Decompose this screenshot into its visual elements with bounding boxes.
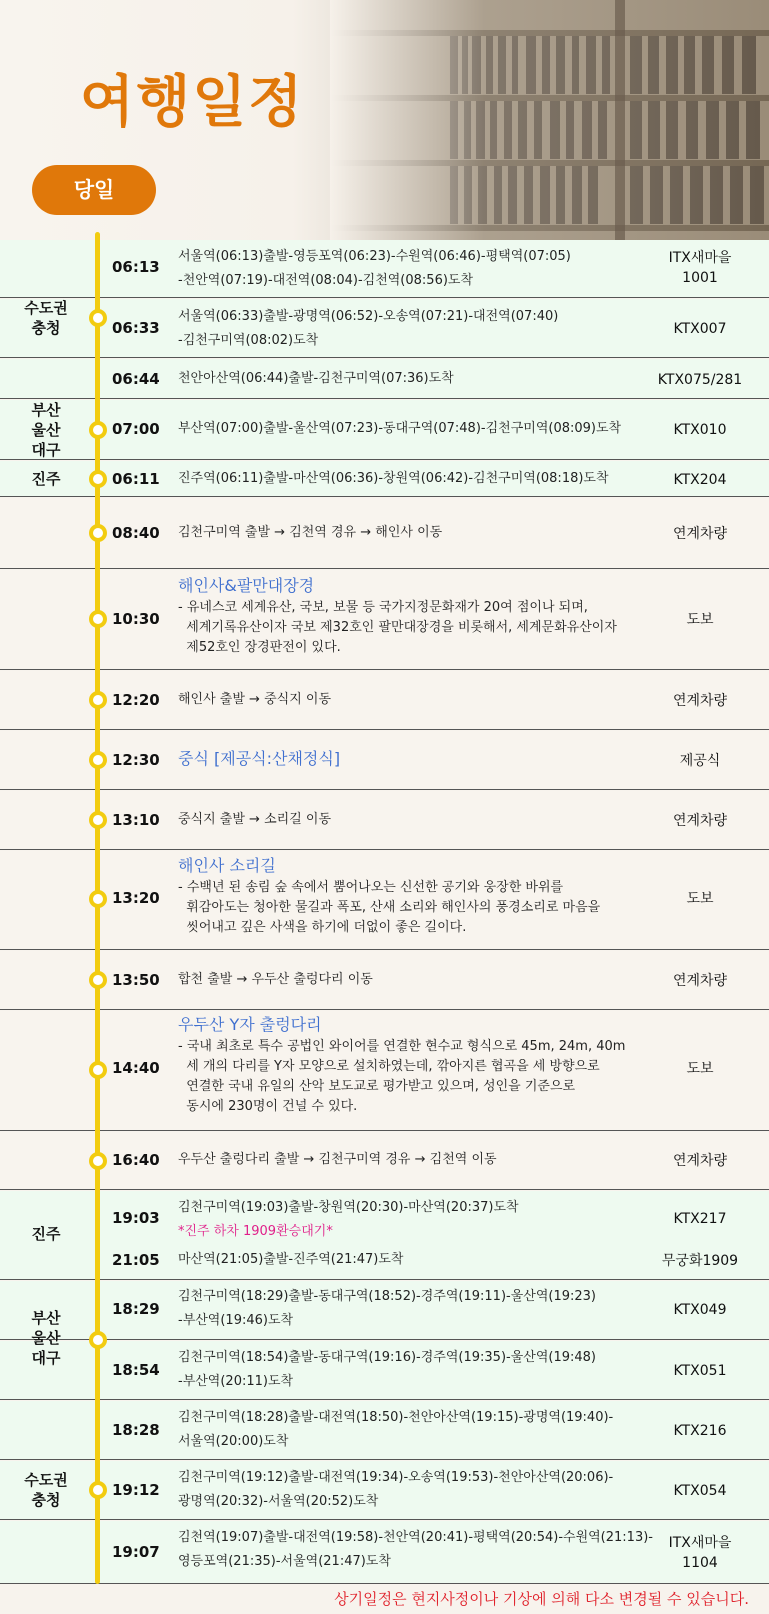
table-row xyxy=(0,461,769,497)
attraction-detail: 휘감아도는 청아한 물길과 폭포, 산새 소리와 해인사의 풍경소리로 마음을 xyxy=(178,900,601,915)
timeline-dot xyxy=(89,524,107,542)
timeline-dot xyxy=(89,309,107,327)
route-line: 우두산 출렁다리 출발 → 김천구미역 경유 → 김천역 이동 xyxy=(178,1152,497,1167)
route-description xyxy=(178,245,648,293)
route-description xyxy=(178,367,648,391)
timeline-dot xyxy=(89,890,107,908)
attraction-description xyxy=(178,854,648,938)
route-line: -천안역(07:19)-대전역(08:04)-김천역(08:56)도착 xyxy=(178,273,474,288)
route-description xyxy=(178,688,648,712)
region-line: 울산 xyxy=(31,421,61,439)
table-row xyxy=(0,671,769,730)
route-description xyxy=(178,1148,648,1172)
region-label xyxy=(0,1470,92,1510)
region-line: 충청 xyxy=(31,319,61,337)
meal-title: 중식 [제공식:산채정식] xyxy=(178,749,341,768)
table-row xyxy=(0,1011,769,1131)
time-label: 16:40 xyxy=(112,1151,160,1169)
time-label: 12:20 xyxy=(112,691,160,709)
region-label: 진주 xyxy=(31,1225,61,1243)
transport-label: KTX204 xyxy=(673,472,727,488)
transport-line: ITX새마을 xyxy=(668,1535,732,1551)
route-description xyxy=(178,1248,648,1272)
route-line: 서울역(06:33)출발-광명역(06:52)-오송역(07:21)-대전역(07:40) xyxy=(178,309,559,324)
region-label xyxy=(0,1308,92,1368)
timeline-dot xyxy=(89,1152,107,1170)
table-row xyxy=(0,1401,769,1460)
transport-label: 무궁화1909 xyxy=(661,1253,739,1269)
table-row xyxy=(0,498,769,569)
route-description xyxy=(178,521,648,545)
route-line: 합천 출발 → 우두산 출렁다리 이동 xyxy=(178,972,373,987)
route-line: 서울역(06:13)출발-영등포역(06:23)-수원역(06:46)-평택역(07:05) xyxy=(178,249,571,264)
page-title: 여행일정 xyxy=(80,70,305,135)
region-line: 수도권 xyxy=(24,299,68,317)
transport-label: KTX007 xyxy=(673,321,727,337)
table-row xyxy=(0,359,769,399)
region-label xyxy=(0,298,92,338)
table-row xyxy=(0,240,769,298)
timeline-dot xyxy=(89,691,107,709)
transport-label: 연계차량 xyxy=(672,526,728,542)
transport-label: 제공식 xyxy=(679,753,721,769)
bookshelf-background-image xyxy=(330,0,769,240)
transport-label: KTX049 xyxy=(673,1302,727,1318)
table-row xyxy=(0,1461,769,1520)
time-label: 14:40 xyxy=(112,1059,160,1077)
transport-label: 연계차량 xyxy=(672,1153,728,1169)
region-line: 울산 xyxy=(31,1329,61,1347)
route-line: 마산역(21:05)출발-진주역(21:47)도착 xyxy=(178,1252,404,1267)
table-row xyxy=(0,731,769,790)
time-label: 21:05 xyxy=(112,1251,160,1269)
time-label: 13:10 xyxy=(112,811,160,829)
disclaimer-note: 상기일정은 현지사정이나 기상에 의해 다소 변경될 수 있습니다. xyxy=(334,1590,749,1608)
route-line: -김천구미역(08:02)도착 xyxy=(178,333,319,348)
route-line: 김천구미역(18:54)출발-동대구역(19:16)-경주역(19:35)-울산역(19:48) xyxy=(178,1350,596,1365)
table-row xyxy=(0,1521,769,1584)
timeline-dot xyxy=(89,1481,107,1499)
transport-line: 1001 xyxy=(682,270,718,286)
time-label: 07:00 xyxy=(112,420,160,438)
transport-label: KTX216 xyxy=(673,1423,727,1439)
time-label: 06:33 xyxy=(112,319,160,337)
transport-label: KTX051 xyxy=(673,1363,727,1379)
table-row xyxy=(0,1191,769,1280)
route-line: -부산역(20:11)도착 xyxy=(178,1374,294,1389)
timeline-dot xyxy=(89,1331,107,1349)
time-label: 13:50 xyxy=(112,971,160,989)
attraction-detail: 씻어내고 깊은 사색을 하기에 더없이 좋은 길이다. xyxy=(178,920,467,935)
attraction-detail: 세 개의 다리를 Y자 모양으로 설치하였는데, 깎아지른 협곡을 세 방향으로 xyxy=(178,1059,600,1074)
transport-label xyxy=(640,248,760,288)
region-line: 부산 xyxy=(31,401,61,419)
route-line: 서울역(20:00)도착 xyxy=(178,1434,289,1449)
route-description xyxy=(178,467,648,491)
region-label xyxy=(0,400,92,460)
transport-label: KTX054 xyxy=(673,1483,727,1499)
time-label: 06:44 xyxy=(112,370,160,388)
transport-label: KTX010 xyxy=(673,422,727,438)
time-label: 19:03 xyxy=(112,1209,160,1227)
attraction-detail: 연결한 국내 유일의 산악 보도교로 평가받고 있으며, 성인을 기준으로 xyxy=(178,1079,576,1094)
meal-description xyxy=(178,747,648,771)
route-line: 김천역(19:07)출발-대전역(19:58)-천안역(20:41)-평택역(20:54)-수원역(21:13)- xyxy=(178,1530,653,1545)
route-line: 김천구미역(19:12)출발-대전역(19:34)-오송역(19:53)-천안아산역(20:06)- xyxy=(178,1470,614,1485)
attraction-description xyxy=(178,1013,648,1117)
route-description xyxy=(178,305,648,353)
route-description xyxy=(178,968,648,992)
route-description xyxy=(178,417,648,441)
route-description xyxy=(178,1466,648,1514)
timeline-dot xyxy=(89,751,107,769)
region-line: 대구 xyxy=(31,441,61,459)
transport-label: 도보 xyxy=(686,891,714,907)
route-line: 김천구미역(19:03)출발-창원역(20:30)-마산역(20:37)도착 xyxy=(178,1200,519,1215)
time-label: 06:11 xyxy=(112,470,160,488)
transport-line: ITX새마을 xyxy=(668,250,732,266)
attraction-title: 우두산 Y자 출렁다리 xyxy=(178,1015,322,1034)
route-description xyxy=(178,1526,653,1574)
attraction-detail: - 유네스코 세계유산, 국보, 보물 등 국가지정문화재가 20여 점이나 되며, xyxy=(178,600,588,615)
attraction-detail: - 국내 최초로 특수 공법인 와이어를 연결한 현수교 형식으로 45m, 24m, 40m xyxy=(178,1039,626,1054)
timeline-dot xyxy=(89,971,107,989)
time-label: 19:12 xyxy=(112,1481,160,1499)
time-label: 18:29 xyxy=(112,1300,160,1318)
table-row xyxy=(0,791,769,850)
time-label: 10:30 xyxy=(112,610,160,628)
table-row xyxy=(0,951,769,1010)
attraction-description xyxy=(178,574,648,658)
time-label: 18:28 xyxy=(112,1421,160,1439)
timeline-dot xyxy=(89,1061,107,1079)
time-label: 06:13 xyxy=(112,258,160,276)
route-line: -부산역(19:46)도착 xyxy=(178,1313,294,1328)
region-label: 진주 xyxy=(31,470,61,488)
timeline-dot xyxy=(89,421,107,439)
transport-label: 도보 xyxy=(686,1061,714,1077)
region-line: 충청 xyxy=(31,1491,61,1509)
timeline-dot xyxy=(89,470,107,488)
timeline-dot xyxy=(89,811,107,829)
route-description xyxy=(178,1346,648,1394)
table-row xyxy=(0,570,769,670)
table-row xyxy=(0,400,769,460)
transport-label xyxy=(640,1533,760,1573)
table-row xyxy=(0,1132,769,1190)
transport-label: 연계차량 xyxy=(672,813,728,829)
region-line: 대구 xyxy=(31,1349,61,1367)
route-line: 진주역(06:11)출발-마산역(06:36)-창원역(06:42)-김천구미역(08:18)도착 xyxy=(178,471,609,486)
time-label: 18:54 xyxy=(112,1361,160,1379)
route-line: 해인사 출발 → 중식지 이동 xyxy=(178,692,332,707)
route-description xyxy=(178,1196,648,1244)
route-line: 광명역(20:32)-서울역(20:52)도착 xyxy=(178,1494,379,1509)
transport-line: 1104 xyxy=(682,1555,718,1571)
transfer-note: *진주 하차 1909환승대기* xyxy=(178,1224,333,1239)
time-label: 12:30 xyxy=(112,751,160,769)
transport-label: 도보 xyxy=(686,612,714,628)
table-row xyxy=(0,299,769,358)
attraction-detail: 동시에 230명이 건널 수 있다. xyxy=(178,1099,358,1114)
route-description xyxy=(178,1406,648,1454)
day-badge: 당일 xyxy=(32,165,156,215)
transport-label: 연계차량 xyxy=(672,973,728,989)
attraction-detail: 세계기록유산이자 국보 제32호인 팔만대장경을 비롯해서, 세계문화유산이자 xyxy=(178,620,617,635)
attraction-detail: 제52호인 장경판전이 있다. xyxy=(178,640,341,655)
table-row xyxy=(0,1281,769,1340)
time-label: 08:40 xyxy=(112,524,160,542)
route-line: 김천구미역 출발 → 김천역 경유 → 해인사 이동 xyxy=(178,525,443,540)
route-description xyxy=(178,808,648,832)
attraction-title: 해인사&팔만대장경 xyxy=(178,576,315,595)
header-banner xyxy=(0,0,769,240)
timeline-dot xyxy=(89,610,107,628)
route-line: 영등포역(21:35)-서울역(21:47)도착 xyxy=(178,1554,391,1569)
transport-label: KTX075/281 xyxy=(657,372,743,388)
attraction-title: 해인사 소리길 xyxy=(178,856,276,875)
table-row xyxy=(0,851,769,950)
route-line: 김천구미역(18:28)출발-대전역(18:50)-천안아산역(19:15)-광명역(19:40)- xyxy=(178,1410,614,1425)
route-line: 천안아산역(06:44)출발-김천구미역(07:36)도착 xyxy=(178,371,454,386)
time-label: 19:07 xyxy=(112,1543,160,1561)
route-line: 중식지 출발 → 소리길 이동 xyxy=(178,812,332,827)
region-line: 수도권 xyxy=(24,1471,68,1489)
route-line: 부산역(07:00)출발-울산역(07:23)-동대구역(07:48)-김천구미역(08:09)도착 xyxy=(178,421,622,436)
time-label: 13:20 xyxy=(112,889,160,907)
transport-label: 연계차량 xyxy=(672,693,728,709)
route-line: 김천구미역(18:29)출발-동대구역(18:52)-경주역(19:11)-울산역(19:23) xyxy=(178,1289,596,1304)
region-line: 부산 xyxy=(31,1309,61,1327)
route-description xyxy=(178,1285,648,1333)
table-row xyxy=(0,1341,769,1400)
attraction-detail: - 수백년 된 송림 숲 속에서 뿜어나오는 신선한 공기와 웅장한 바위를 xyxy=(178,880,564,895)
transport-label: KTX217 xyxy=(673,1211,727,1227)
